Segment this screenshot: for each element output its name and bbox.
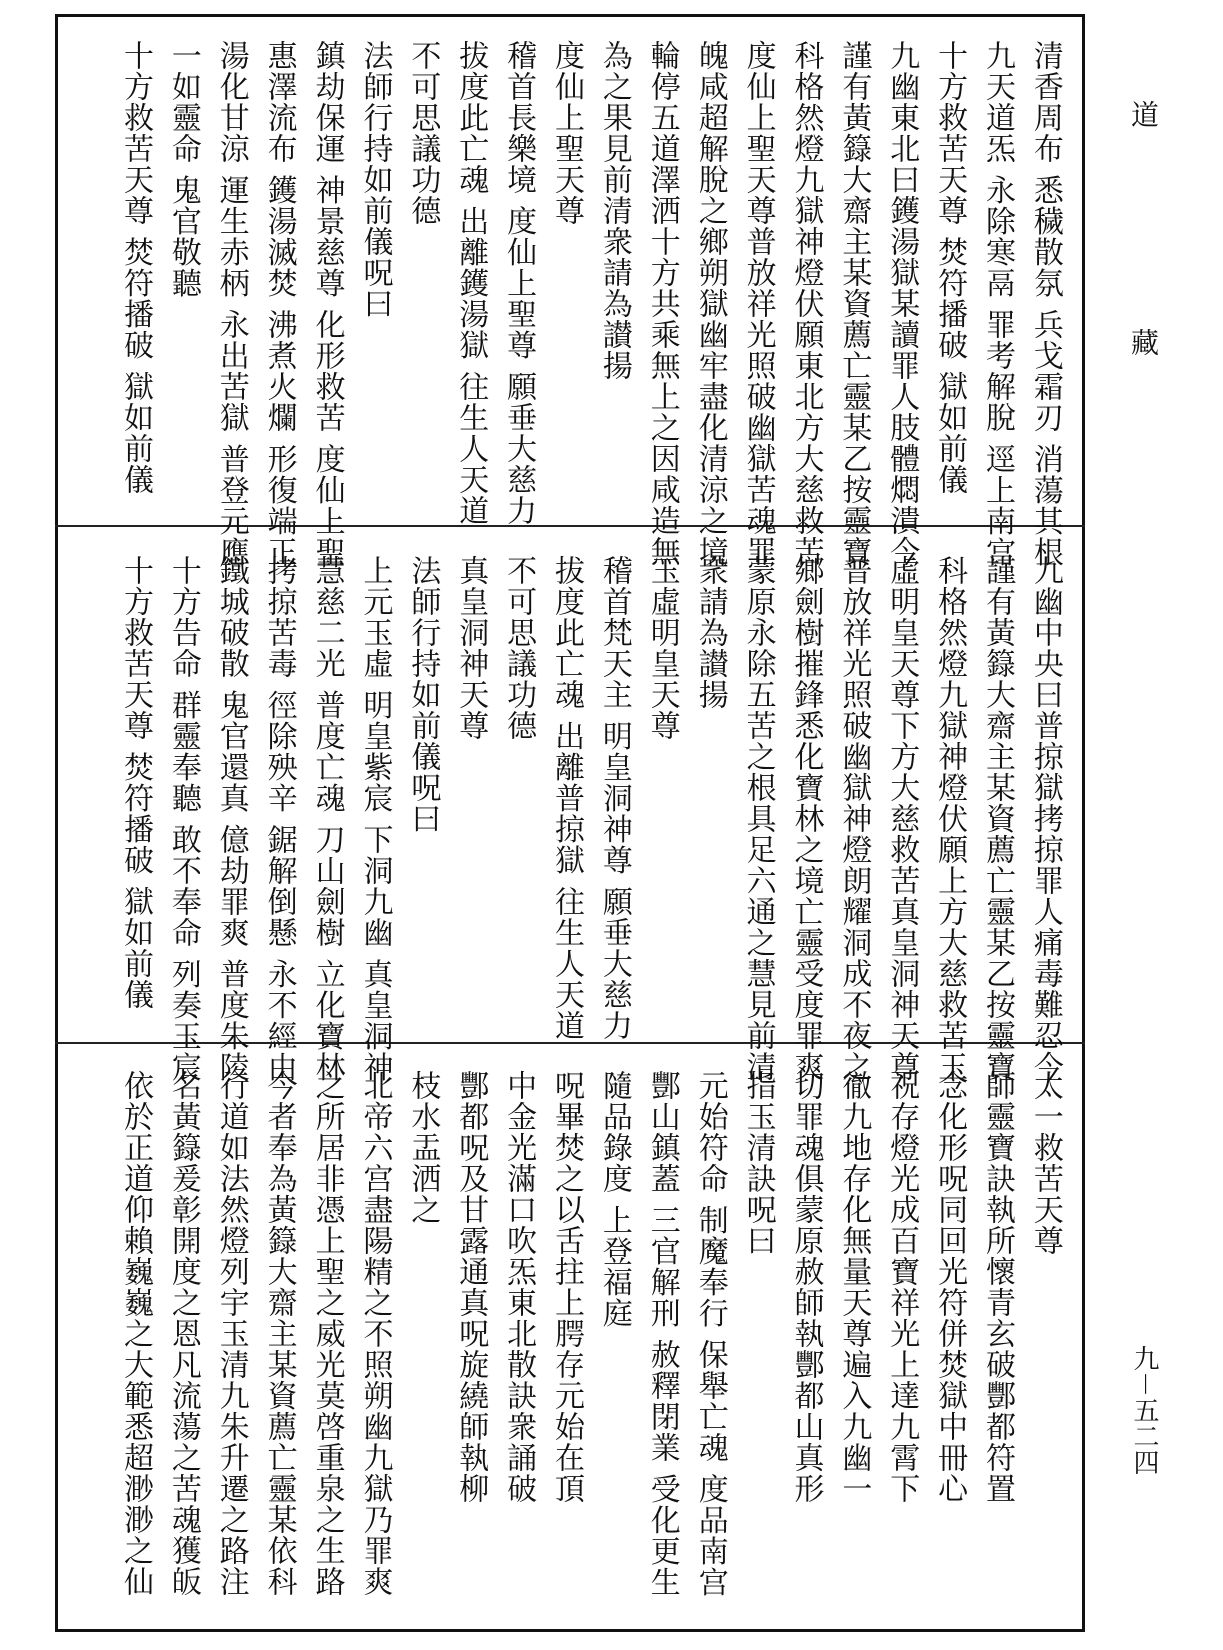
text-column: 法師行持如前儀呪曰: [405, 555, 441, 834]
text-panel-middle: [118, 555, 1063, 1083]
text-column: 拔度此亡魂 出離普掠獄 往生人天道: [549, 555, 585, 1042]
text-column: 元始符命 制魔奉行 保舉亡魂 度品南宫: [692, 1070, 728, 1598]
text-column: 一如靈命 鬼官敬聽: [165, 40, 201, 299]
text-column: 切罪魂俱蒙原赦師執酆都山真形: [788, 1070, 824, 1504]
text-column: 呪畢焚之以舌拄上腭存元始在頂: [549, 1070, 585, 1504]
text-column: 九天道炁 永除寒鬲 罪考解脫 逕上南宫: [980, 40, 1016, 568]
text-column: 中金光滿口吹炁東北散訣衆誦破: [501, 1070, 537, 1504]
text-column: 太一救苦天尊: [1027, 1070, 1063, 1256]
text-column: 北帝六宫盡陽精之不照朔幽九獄乃罪爽: [357, 1070, 393, 1597]
text-column: 衆請為讃揚: [692, 555, 728, 710]
panel-divider-2: [55, 1042, 1085, 1044]
text-column: 稽首長樂境 度仙上聖尊 願垂大慈力: [501, 40, 537, 527]
text-column: 念化形呪同回光符併焚獄中冊心: [932, 1070, 968, 1504]
text-column: 虛明皇天尊下方大慈救苦真皇洞神天尊: [884, 555, 920, 1082]
text-column: 真皇洞神天尊: [453, 555, 489, 741]
text-column: 蒙原永除五苦之根具足六通之慧見前清: [740, 555, 776, 1082]
text-column: 輪停五道澤洒十方共乘無上之因咸造無: [644, 40, 680, 567]
text-column: 九幽中央曰普掠獄拷掠罪人痛毒難忍今: [1027, 555, 1063, 1082]
text-column: 清香周布 悉穢散氛 兵戈霜刃 消蕩其根: [1027, 40, 1063, 568]
text-column: 指玉清訣呪曰: [740, 1070, 776, 1256]
text-column: 湯化甘涼 運生赤柄 永出苦獄 普登元應: [213, 40, 249, 568]
text-column: 上元玉虛 明皇紫宸 下洞九幽 真皇洞神: [357, 555, 393, 1083]
text-column: 祝存燈光成百寶祥光上達九霄下: [884, 1070, 920, 1504]
text-column: 今者奉為黃籙大齋主某資薦亡靈某依科: [261, 1070, 297, 1597]
text-column: 十方救苦天尊 焚符播破 獄如前儀: [118, 40, 153, 496]
text-column: 九幽東北曰鑊湯獄某讀罪人肢體燜潰今: [884, 40, 920, 567]
text-column: 魄咸超解脫之鄉朔獄幽牢盡化清涼之境: [692, 40, 728, 567]
text-column: 隨品錄度 上登福庭: [596, 1070, 632, 1329]
text-column: 科格然燈九獄神燈伏願上方大慈救苦玉: [932, 555, 968, 1082]
text-column: 科格然燈九獄神燈伏願東北方大慈救苦: [788, 40, 824, 567]
text-column: 慧慈二光 普度亡魂 刀山劍樹 立化寶林: [309, 555, 345, 1083]
text-column: 鎮劫保運 神景慈尊 化形救苦 度仙上聖: [309, 40, 345, 568]
margin-title: 道: [1127, 100, 1160, 128]
text-column: 枝水盂洒之: [405, 1070, 441, 1225]
text-column: 十方告命 群靈奉聽 敢不奉命 列奏玉宸: [165, 555, 201, 1083]
text-column: 拷掠苦毒 徑除殃辛 鋸解倒懸 永不經由: [261, 555, 297, 1083]
text-column: 十方救苦天尊 焚符播破 獄如前儀: [932, 40, 968, 496]
text-column: 之所居非憑上聖之威光莫啓重泉之生路: [309, 1070, 345, 1597]
text-column: 十方救苦天尊 焚符播破 獄如前儀: [118, 555, 153, 1011]
panel-divider-1: [55, 525, 1085, 527]
text-column: 酆山鎮蓋 三官解刑 赦釋閉業 受化更生: [644, 1070, 680, 1598]
page-number: 九－五二四: [1129, 1345, 1159, 1476]
text-column: 惠澤流布 鑊湯滅焚 沸煮火爛 形復端正: [261, 40, 297, 568]
text-column: 名黃籙爰彰開度之恩凡流蕩之苦魂獲皈: [165, 1070, 201, 1597]
text-column: 依於正道仰賴巍巍之大範悉超渺渺之仙: [118, 1070, 153, 1597]
text-column: 玉虛明皇天尊: [644, 555, 680, 741]
text-column: 度仙上聖天尊普放祥光照破幽獄苦魂罪: [740, 40, 776, 567]
text-column: 鐵城破散 鬼官還真 億劫罪爽 普度朱陵: [213, 555, 249, 1083]
text-column: 鄉劍樹摧鋒悉化寶林之境亡靈受度罪爽: [788, 555, 824, 1082]
text-column: 行道如法然燈列宇玉清九朱升遷之路注: [213, 1070, 249, 1597]
text-column: 度仙上聖天尊: [549, 40, 585, 226]
margin-subtitle: 藏: [1127, 328, 1160, 356]
text-panel-top: [118, 40, 1063, 568]
text-panel-bottom: [118, 1070, 1063, 1615]
text-column: 酆都呪及甘露通真呪旋繞師執柳: [453, 1070, 489, 1504]
text-column: 師靈寶訣執所懷青玄破酆都符置: [980, 1070, 1016, 1504]
text-column: 不可思議功德: [501, 555, 537, 741]
text-column: 徹九地存化無量天尊遍入九幽一: [836, 1070, 872, 1504]
text-column: 稽首梵天主 明皇洞神尊 願垂大慈力: [596, 555, 632, 1042]
text-column: 拔度此亡魂 出離鑊湯獄 往生人天道: [453, 40, 489, 527]
text-column: 不可思議功德: [405, 40, 441, 226]
text-column: 普放祥光照破幽獄神燈朗耀洞成不夜之: [836, 555, 872, 1082]
text-column: 謹有黃籙大齋主某資薦亡靈某乙按靈寶: [980, 555, 1016, 1082]
text-column: 法師行持如前儀呪曰: [357, 40, 393, 319]
text-column: 為之果見前清衆請為讃揚: [596, 40, 632, 381]
text-column: 謹有黃籙大齋主某資薦亡靈某乙按靈寶: [836, 40, 872, 567]
